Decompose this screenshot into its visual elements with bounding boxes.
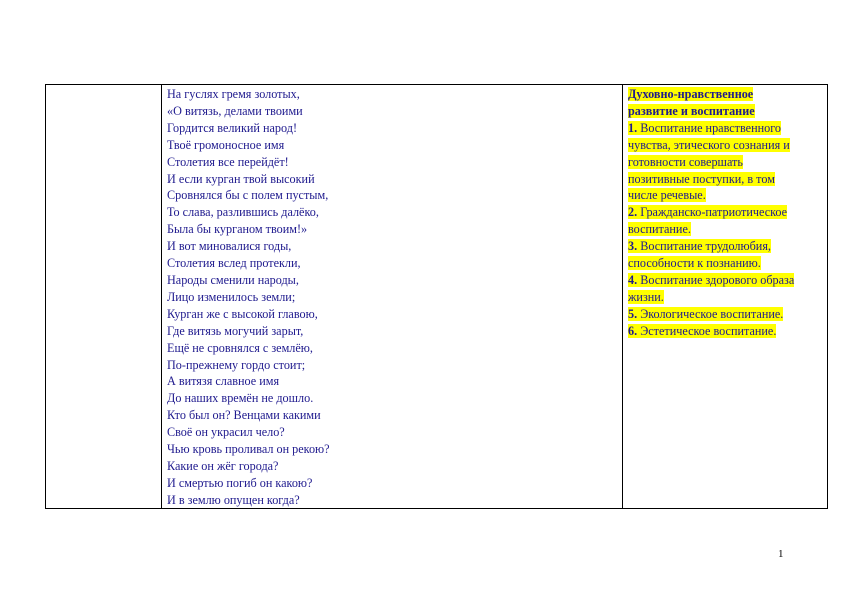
item-number: 3. [628, 239, 638, 254]
poem-line: Лицо изменилось земли; [167, 289, 296, 304]
item-text: позитивные поступки, в том [628, 171, 775, 186]
item-number: 5. [628, 306, 638, 321]
education-item [628, 204, 824, 238]
document-table [45, 84, 828, 509]
item-text: Экологическое воспитание. [640, 306, 784, 321]
education-item [628, 120, 824, 205]
poem-line: По-прежнему гордо стоит; [167, 357, 306, 372]
education-item [628, 306, 824, 323]
item-number: 4. [628, 272, 638, 287]
education-column [628, 86, 824, 340]
poem-line: Сровнялся бы с полем пустым, [167, 188, 329, 203]
poem-line: Какие он жёг города? [167, 458, 279, 473]
poem-line: «О витязь, делами твоими [167, 103, 303, 118]
poem-line: Народы сменили народы, [167, 272, 299, 287]
education-item [628, 323, 824, 340]
poem-column [167, 86, 617, 509]
item-number: 6. [628, 323, 638, 338]
item-text: способности к познанию. [628, 256, 761, 271]
item-text: готовности совершать [628, 154, 743, 169]
item-number: 2. [628, 205, 638, 220]
poem-line: И смертью погиб он какою? [167, 475, 313, 490]
education-title-line: развитие и воспитание [628, 103, 755, 118]
education-item [628, 238, 824, 272]
column-divider [622, 85, 623, 508]
column-divider [161, 85, 162, 508]
item-number: 1. [628, 120, 638, 135]
poem-line: Твоё громоносное имя [167, 137, 285, 152]
poem-line: И в землю опущен когда? [167, 492, 300, 507]
item-text: чувства, этического сознания и [628, 137, 790, 152]
poem-line: Курган же с высокой главою, [167, 306, 318, 321]
poem-line: Где витязь могучий зарыт, [167, 323, 304, 338]
poem-line: Своё он украсил чело? [167, 425, 285, 440]
poem-line: Была бы курганом твоим!» [167, 222, 308, 237]
item-text: воспитание. [628, 222, 691, 237]
poem-line: Столетия вслед протекли, [167, 256, 301, 271]
poem-line: До наших времён не дошло. [167, 391, 314, 406]
page-number: 1 [778, 548, 784, 560]
item-text: Воспитание трудолюбия, [640, 239, 771, 254]
poem-line: Чью кровь проливал он рекою? [167, 442, 330, 457]
education-title-line: Духовно-нравственное [628, 87, 754, 101]
item-text: Гражданско-патриотическое [640, 205, 788, 220]
poem-line: И вот миновалися годы, [167, 239, 292, 254]
item-text: Воспитание нравственного [640, 120, 782, 135]
item-text: Воспитание здорового образа [640, 272, 795, 287]
poem-line: А витязя славное имя [167, 374, 280, 389]
education-item [628, 272, 824, 306]
poem-line: То слава, разлившись далёко, [167, 205, 319, 220]
poem-line: На гуслях гремя золотых, [167, 87, 300, 101]
education-title [628, 86, 824, 120]
item-text: числе речевые. [628, 188, 706, 203]
poem-line: Ещё не сровнялся с землёю, [167, 340, 313, 355]
item-text: жизни. [628, 289, 664, 304]
item-text: Эстетическое воспитание. [640, 323, 777, 338]
poem-line: Кто был он? Венцами какими [167, 408, 321, 423]
poem-line: Столетия все перейдёт! [167, 154, 289, 169]
poem-line: И если курган твой высокий [167, 171, 315, 186]
poem-line: Гордится великий народ! [167, 120, 297, 135]
